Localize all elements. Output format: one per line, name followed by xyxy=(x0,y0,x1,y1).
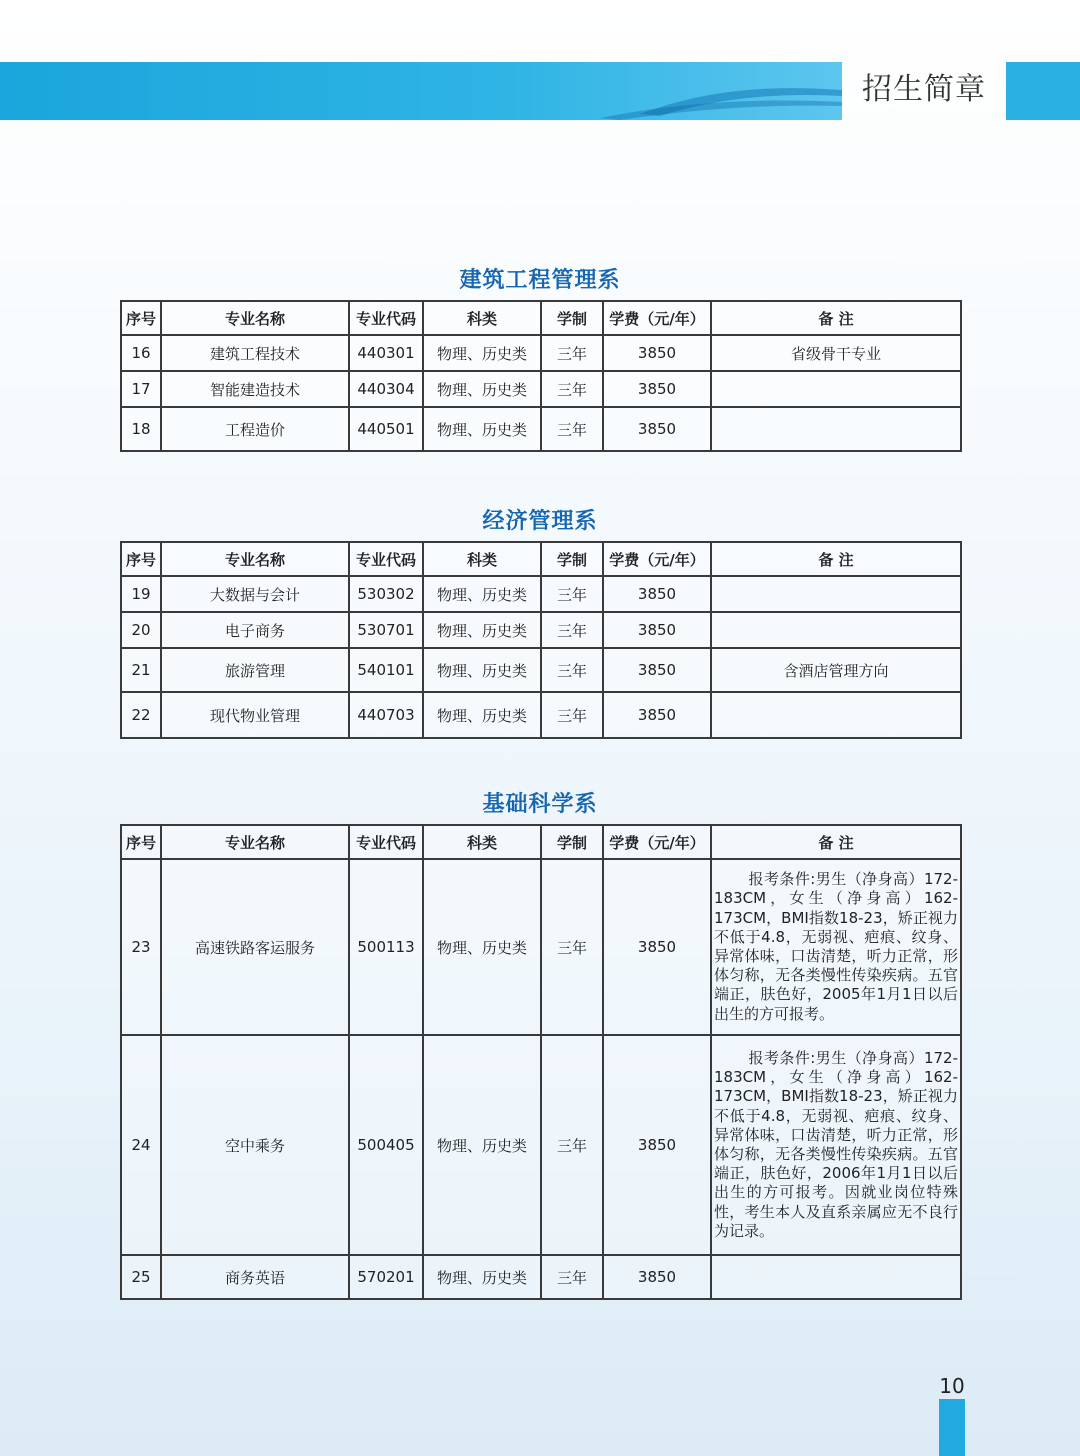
cell-code: 500405 xyxy=(349,1035,423,1255)
cell-category: 物理、历史类 xyxy=(423,692,541,738)
cell-name: 工程造价 xyxy=(161,407,349,451)
cell-note xyxy=(711,371,961,407)
cell-no: 18 xyxy=(121,407,161,451)
page-number: 10 xyxy=(939,1374,965,1398)
cell-fee: 3850 xyxy=(603,859,711,1035)
cell-code: 570201 xyxy=(349,1255,423,1299)
cell-duration: 三年 xyxy=(541,1255,603,1299)
cell-no: 21 xyxy=(121,648,161,692)
table-row xyxy=(121,612,961,648)
table-construction xyxy=(120,300,962,452)
cell-no: 24 xyxy=(121,1035,161,1255)
cell-fee: 3850 xyxy=(603,612,711,648)
cell-category: 物理、历史类 xyxy=(423,576,541,612)
cell-name: 高速铁路客运服务 xyxy=(161,859,349,1035)
cell-note xyxy=(711,692,961,738)
cell-note xyxy=(711,407,961,451)
table-basic-science xyxy=(120,824,962,1300)
cell-duration: 三年 xyxy=(541,335,603,371)
dept-title-construction: 建筑工程管理系 xyxy=(459,268,621,293)
cell-code: 440703 xyxy=(349,692,423,738)
col-header-note: 备 注 xyxy=(711,301,961,335)
cell-code: 500113 xyxy=(349,859,423,1035)
wave-decoration-icon xyxy=(0,62,842,120)
col-header-fee: 学费（元/年） xyxy=(603,825,711,859)
cell-note xyxy=(711,1035,961,1255)
cell-fee: 3850 xyxy=(603,648,711,692)
col-header-code: 专业代码 xyxy=(349,301,423,335)
table-row xyxy=(121,859,961,1035)
table-row xyxy=(121,335,961,371)
col-header-no: 序号 xyxy=(121,301,161,335)
cell-category: 物理、历史类 xyxy=(423,612,541,648)
col-header-category: 科类 xyxy=(423,301,541,335)
col-header-code: 专业代码 xyxy=(349,825,423,859)
table-header-row xyxy=(121,301,961,335)
table-row xyxy=(121,407,961,451)
cell-note: 含酒店管理方向 xyxy=(711,648,961,692)
cell-category: 物理、历史类 xyxy=(423,1035,541,1255)
table-row xyxy=(121,1255,961,1299)
brochure-title: 招生简章 xyxy=(862,72,986,107)
cell-name: 大数据与会计 xyxy=(161,576,349,612)
cell-category: 物理、历史类 xyxy=(423,859,541,1035)
cell-category: 物理、历史类 xyxy=(423,335,541,371)
col-header-category: 科类 xyxy=(423,542,541,576)
cell-fee: 3850 xyxy=(603,1035,711,1255)
header-band xyxy=(0,62,842,120)
col-header-name: 专业名称 xyxy=(161,825,349,859)
cell-note xyxy=(711,1255,961,1299)
cell-fee: 3850 xyxy=(603,576,711,612)
col-header-note: 备 注 xyxy=(711,825,961,859)
cell-no: 23 xyxy=(121,859,161,1035)
cell-category: 物理、历史类 xyxy=(423,407,541,451)
col-header-duration: 学制 xyxy=(541,542,603,576)
cell-duration: 三年 xyxy=(541,1035,603,1255)
cell-note xyxy=(711,859,961,1035)
table-header-row xyxy=(121,825,961,859)
cell-duration: 三年 xyxy=(541,648,603,692)
cell-code: 440304 xyxy=(349,371,423,407)
cell-no: 25 xyxy=(121,1255,161,1299)
col-header-duration: 学制 xyxy=(541,825,603,859)
cell-note xyxy=(711,576,961,612)
cell-fee: 3850 xyxy=(603,371,711,407)
cell-duration: 三年 xyxy=(541,407,603,451)
dept-title-basic-science: 基础科学系 xyxy=(482,792,598,817)
cell-no: 22 xyxy=(121,692,161,738)
table-row xyxy=(121,692,961,738)
table-row xyxy=(121,576,961,612)
cell-duration: 三年 xyxy=(541,371,603,407)
cell-code: 440501 xyxy=(349,407,423,451)
col-header-name: 专业名称 xyxy=(161,542,349,576)
table-row xyxy=(121,1035,961,1255)
cell-name: 旅游管理 xyxy=(161,648,349,692)
cell-fee: 3850 xyxy=(603,335,711,371)
cell-name: 商务英语 xyxy=(161,1255,349,1299)
cell-code: 530701 xyxy=(349,612,423,648)
cell-duration: 三年 xyxy=(541,576,603,612)
cell-fee: 3850 xyxy=(603,1255,711,1299)
cell-code: 440301 xyxy=(349,335,423,371)
cell-no: 17 xyxy=(121,371,161,407)
table-row xyxy=(121,648,961,692)
cell-no: 19 xyxy=(121,576,161,612)
col-header-code: 专业代码 xyxy=(349,542,423,576)
col-header-note: 备 注 xyxy=(711,542,961,576)
cell-no: 20 xyxy=(121,612,161,648)
col-header-fee: 学费（元/年） xyxy=(603,542,711,576)
header-band-right xyxy=(1006,62,1080,120)
cell-name: 空中乘务 xyxy=(161,1035,349,1255)
col-header-duration: 学制 xyxy=(541,301,603,335)
cell-name: 现代物业管理 xyxy=(161,692,349,738)
col-header-no: 序号 xyxy=(121,825,161,859)
col-header-fee: 学费（元/年） xyxy=(603,301,711,335)
cell-note xyxy=(711,612,961,648)
col-header-name: 专业名称 xyxy=(161,301,349,335)
note-requirements-text: 报考条件:男生（净身高）172-183CM，女生（净身高）162-173CM，BMI指数18-23，矫正视力不低于4.8，无弱视、疤痕、纹身、异常体味，口齿清楚，听力正常，形体匀称，无各类慢性传染疾病。五官端正，肤色好，2005年1月1日以后出生的方可报考。 xyxy=(714,870,958,1023)
cell-note: 省级骨干专业 xyxy=(711,335,961,371)
cell-duration: 三年 xyxy=(541,692,603,738)
table-header-row xyxy=(121,542,961,576)
cell-code: 530302 xyxy=(349,576,423,612)
note-requirements-text: 报考条件:男生（净身高）172-183CM，女生（净身高）162-173CM，BMI指数18-23，矫正视力不低于4.8，无弱视、疤痕、纹身、异常体味，口齿清楚，听力正常，形体匀称，无各类慢性传染疾病。五官端正，肤色好，2006年1月1日以后出生的方可报考。因就业岗位特殊性，考生本人及直系亲属应无不良行为记录。 xyxy=(714,1048,958,1240)
col-header-category: 科类 xyxy=(423,825,541,859)
cell-category: 物理、历史类 xyxy=(423,371,541,407)
cell-fee: 3850 xyxy=(603,692,711,738)
cell-name: 电子商务 xyxy=(161,612,349,648)
cell-duration: 三年 xyxy=(541,612,603,648)
cell-duration: 三年 xyxy=(541,859,603,1035)
table-row xyxy=(121,371,961,407)
page-number-bar xyxy=(939,1399,965,1456)
cell-no: 16 xyxy=(121,335,161,371)
cell-fee: 3850 xyxy=(603,407,711,451)
cell-category: 物理、历史类 xyxy=(423,648,541,692)
cell-name: 智能建造技术 xyxy=(161,371,349,407)
dept-title-economics: 经济管理系 xyxy=(482,509,598,534)
cell-name: 建筑工程技术 xyxy=(161,335,349,371)
cell-code: 540101 xyxy=(349,648,423,692)
col-header-no: 序号 xyxy=(121,542,161,576)
table-economics xyxy=(120,541,962,739)
cell-category: 物理、历史类 xyxy=(423,1255,541,1299)
